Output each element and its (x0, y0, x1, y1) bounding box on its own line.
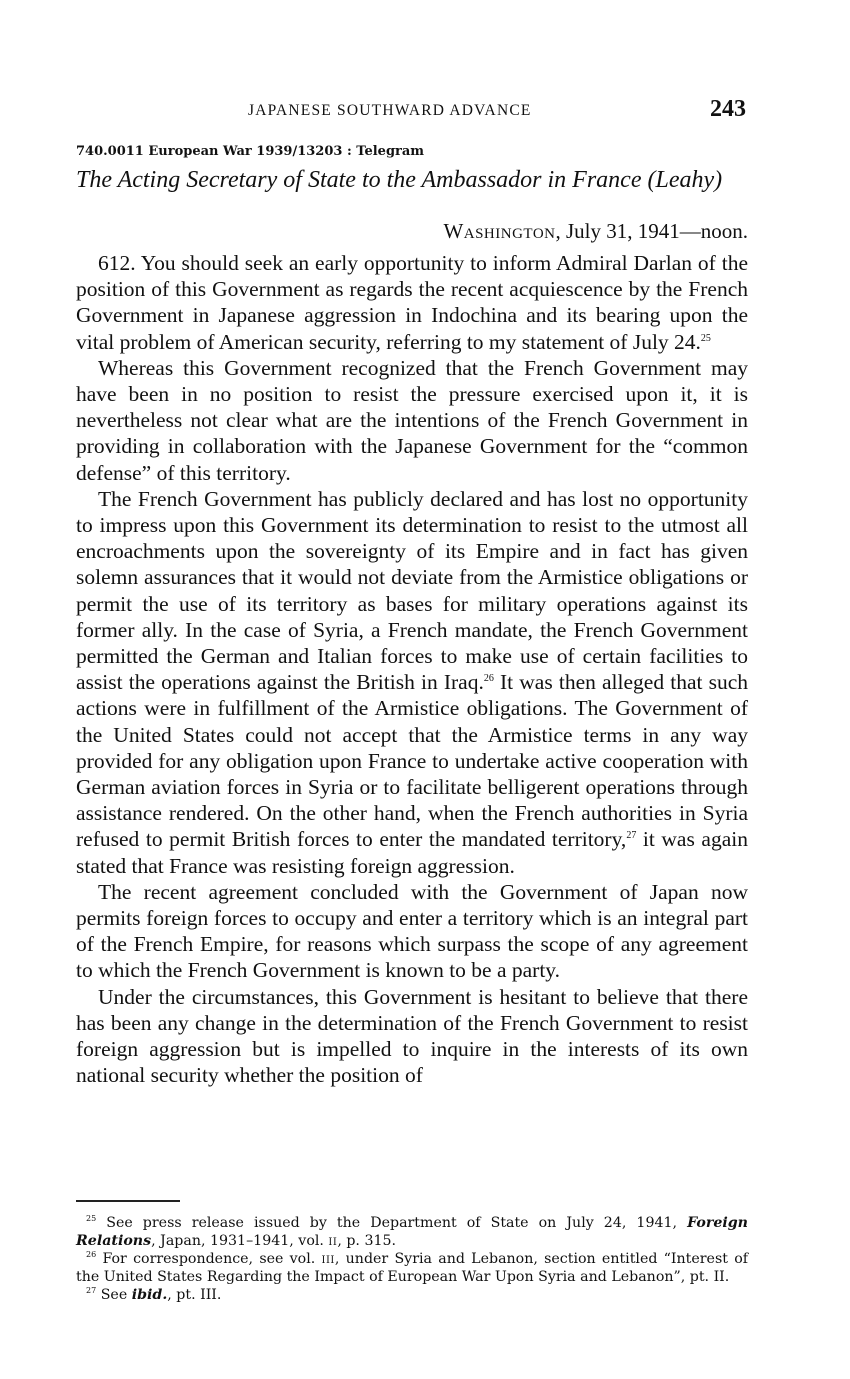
footnote-25-volume: ii (328, 1233, 338, 1249)
page-number: 243 (710, 96, 746, 122)
footnote-27-mark: 27 (86, 1286, 97, 1295)
paragraph-2: Whereas this Government recognized that the French Government may have been in no position to resist the pressure exercised upon it, it is nevertheless not clear what are the intentions of the French Government in providing in collaboration with the Japanese Government for the “common defense” of this territory. (76, 355, 748, 485)
footnote-26 (76, 1250, 748, 1286)
footnote-ref-25: 25 (700, 332, 711, 344)
running-title: JAPANESE SOUTHWARD ADVANCE (248, 102, 532, 119)
footnote-26-text: For correspondence, see vol. (96, 1251, 322, 1267)
footnote-divider (76, 1200, 180, 1202)
footnote-27 (76, 1286, 748, 1304)
footnote-ref-27: 27 (626, 830, 637, 842)
footnote-25-text-c: , p. 315. (337, 1233, 397, 1249)
dateline-place: Washington (443, 219, 556, 243)
footnote-25 (76, 1214, 748, 1250)
file-reference: 740.0011 European War 1939/13203 : Telegram (76, 144, 425, 159)
footnotes (76, 1214, 748, 1304)
paragraph-1-text: 612. You should seek an early opportunity to inform Admiral Darlan of the position of this Government as regards the recent acquiescence by the French Government in Japanese aggression in Indochina and its bearing upon the vital problem of American security, referring to my statement of July 24. (76, 251, 748, 354)
footnote-ref-26: 26 (483, 673, 494, 685)
footnote-27-text-b: , pt. III. (167, 1287, 222, 1303)
footnote-25-italic: Foreign Relations (76, 1215, 748, 1249)
title-main: The Acting Secretary of State to the Ambassador in France (76, 167, 642, 193)
dateline-date: , July 31, 1941—noon. (555, 219, 748, 243)
footnote-26-text-b: , under Syria and Lebanon, section entitled “Interest of the United States Regarding the Impact of European War Upon Syria and Lebanon”, pt. II. (76, 1251, 748, 1285)
telegram-body (76, 250, 748, 1089)
paragraph-3 (76, 486, 748, 879)
footnote-25-text: See press release issued by the Department of State on July 24, 1941, (96, 1215, 688, 1231)
paragraph-3-text-b: It was then alleged that such actions were in fulfillment of the Armistice obligations. The Government of the United States could not accept that the Armistice terms in any way provided for any obligation upon France to undertake active cooperation with German aviation forces in Syria or to facilitate belligerent operations through assistance rendered. On the other hand, when the French authorities in Syria refused to permit British forces to enter the mandated territory, (76, 670, 749, 852)
running-header (76, 98, 748, 128)
paragraph-1 (76, 250, 748, 355)
paragraph-3-text-c: it was again stated that France was resisting foreign aggression. (76, 827, 748, 878)
paragraph-3-text-a: The French Government has publicly declared and has lost no opportunity to impress upon this Government its determination to resist to the utmost all encroachments upon the sovereignty of its Empire and in fact has given solemn assurances that it would not deviate from the Armistice obligations or permit the use of its territory as bases for military operations against its former ally. In the case of Syria, a French mandate, the French Government permitted the German and Italian forces to make use of certain facilities to assist the operations against the British in Iraq. (76, 486, 748, 695)
footnote-27-text: See (96, 1287, 132, 1303)
footnote-26-mark: 26 (86, 1250, 97, 1259)
document-title (76, 167, 756, 194)
footnote-25-mark: 25 (86, 1214, 97, 1223)
footnote-25-text-b: , Japan, 1931–1941, vol. (151, 1233, 329, 1249)
dateline (443, 219, 748, 244)
title-recipient: (Leahy) (647, 167, 723, 193)
footnote-27-italic: ibid. (131, 1287, 168, 1303)
footnote-26-volume: iii (321, 1251, 335, 1267)
paragraph-5: Under the circumstances, this Government is hesitant to believe that there has been any change in the determination of the French Government to resist foreign aggression but is impelled to inquire in the interests of its own national security whether the position of (76, 984, 748, 1088)
paragraph-4: The recent agreement concluded with the Government of Japan now permits foreign forces to occupy and enter a territory which is an integral part of the French Empire, for reasons which surpass the scope of any agreement to which the French Government is known to be a party. (76, 879, 748, 983)
